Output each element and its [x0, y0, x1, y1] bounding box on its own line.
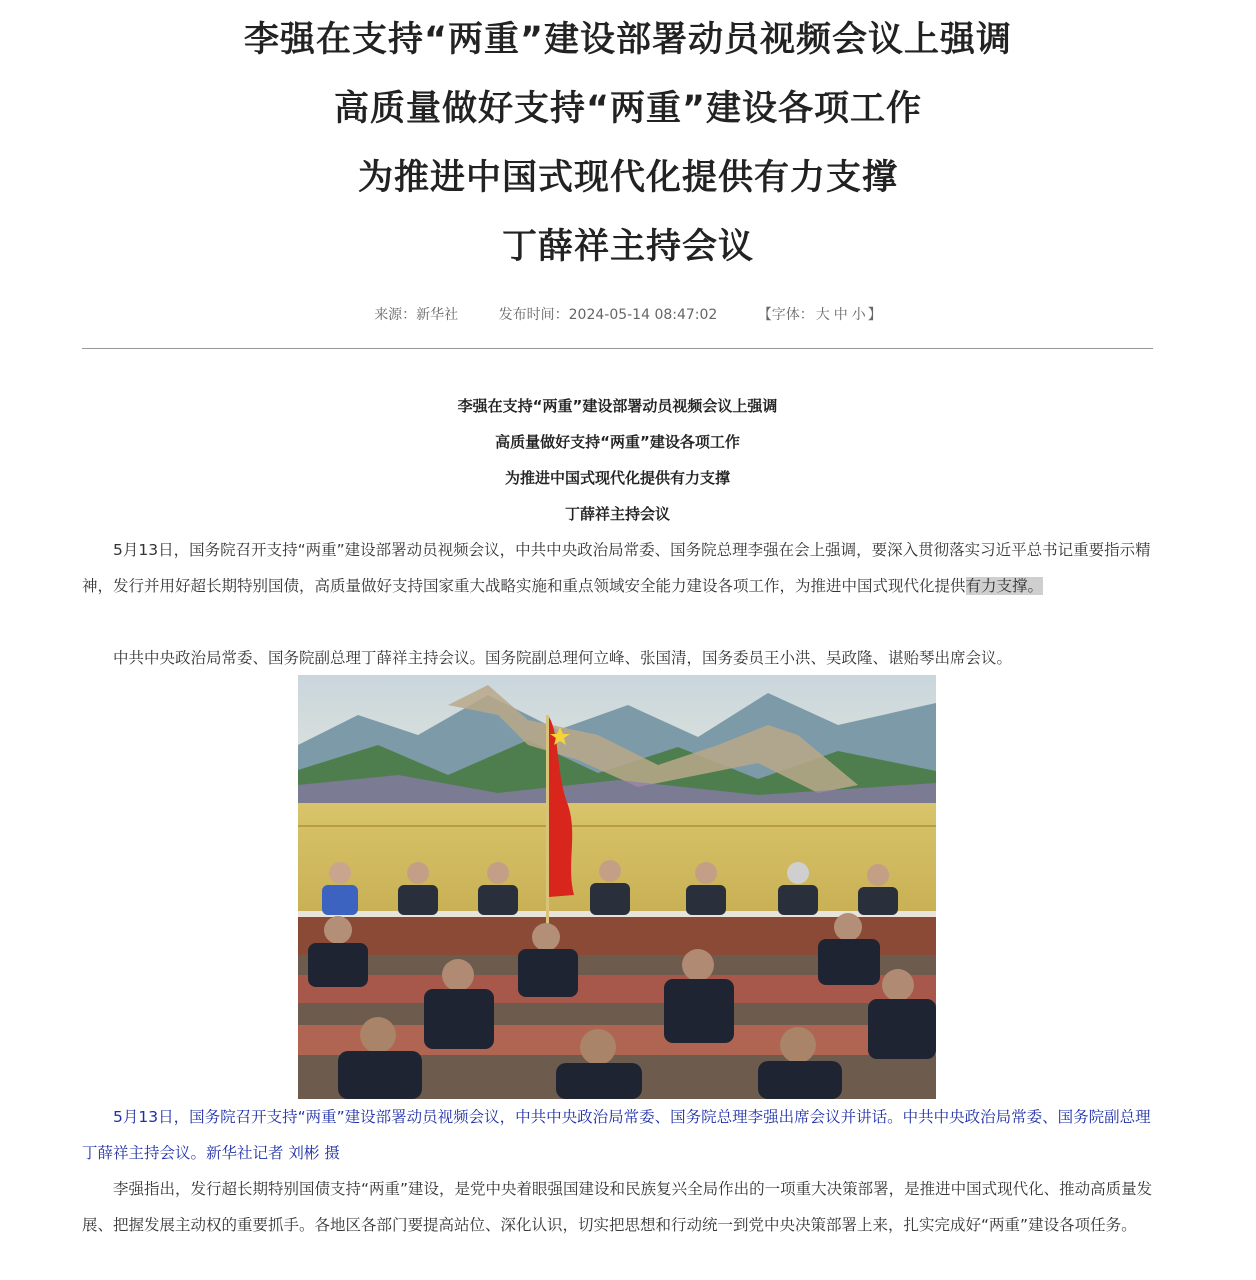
font-size-open: 【字体：	[757, 307, 814, 323]
subheading-line: 为推进中国式现代化提供有力支撑	[504, 469, 730, 487]
paragraph-1-text: 5月13日，国务院召开支持“两重”建设部署动员视频会议，中共中央政治局常委、国务院总理李强在会上强调，要深入贯彻落实习近平总书记重要指示精神，发行并用好超长期特别国债，高质量做好支持国家重大战略实施和重点领域安全能力建设各项工作，为推进中国式现代化提供	[82, 541, 1151, 595]
headline-line: 李强在支持“两重”建设部署动员视频会议上强调	[243, 20, 1012, 60]
font-size-small-link[interactable]: 小	[851, 307, 866, 323]
subheading-line: 丁薛祥主持会议	[564, 505, 670, 523]
headline-line: 为推进中国式现代化提供有力支撑	[357, 158, 898, 198]
paragraph-3	[82, 1171, 1153, 1243]
paragraph-2	[82, 640, 1153, 676]
divider	[82, 348, 1153, 349]
meeting-photo	[298, 675, 936, 1099]
font-size-close: 】	[867, 307, 882, 323]
headline-line: 丁薛祥主持会议	[501, 227, 754, 267]
paragraph-3-text: 李强指出，发行超长期特别国债支持“两重”建设，是党中央着眼强国建设和民族复兴全局作出的一项重大决策部署，是推进中国式现代化、推动高质量发展、把握发展主动权的重要抓手。各地区各部门要提高站位、深化认识，切实把思想和行动统一到党中央决策部署上来，扎实完成好“两重”建设各项任务。	[82, 1180, 1153, 1234]
headline-line: 高质量做好支持“两重”建设各项工作	[333, 89, 922, 129]
font-size-medium-link[interactable]: 中	[833, 307, 848, 323]
article-meta	[0, 304, 1256, 326]
subheading-line: 李强在支持“两重”建设部署动员视频会议上强调	[457, 397, 778, 415]
highlighted-text: 有力支撑。	[965, 577, 1044, 595]
font-size-large-link[interactable]: 大	[815, 307, 830, 323]
font-size-control	[758, 307, 882, 323]
photo-caption	[82, 1099, 1153, 1171]
headline	[0, 18, 1256, 294]
source-label: 来源：新华社	[374, 307, 459, 323]
subheading-line: 高质量做好支持“两重”建设各项工作	[495, 433, 740, 451]
photo-caption-text: 5月13日，国务院召开支持“两重”建设部署动员视频会议，中共中央政治局常委、国务院总理李强出席会议并讲话。中共中央政治局常委、国务院副总理丁薛祥主持会议。新华社记者 刘彬 摄	[82, 1108, 1151, 1162]
subheadings	[82, 388, 1153, 532]
paragraph-1	[82, 532, 1153, 604]
paragraph-2-text: 中共中央政治局常委、国务院副总理丁薛祥主持会议。国务院副总理何立峰、张国清，国务委员王小洪、吴政隆、谌贻琴出席会议。	[113, 649, 1013, 667]
publish-time: 发布时间：2024-05-14 08:47:02	[498, 307, 718, 323]
